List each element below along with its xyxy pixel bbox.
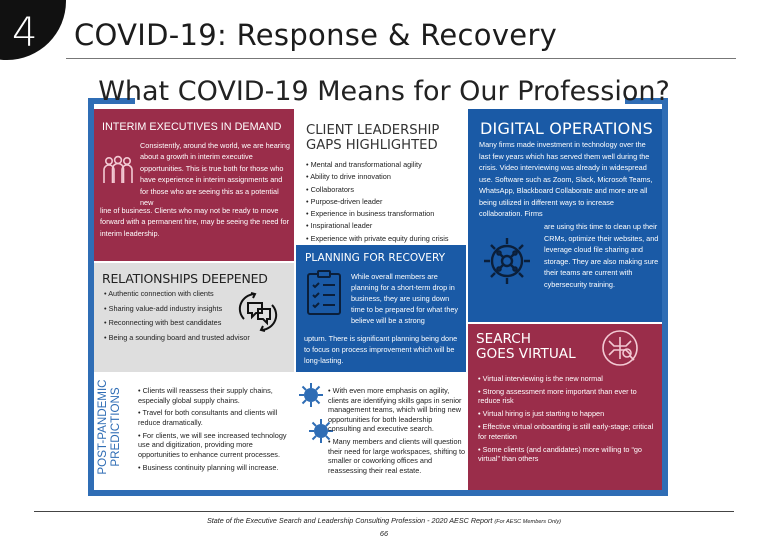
chapter-number: 4 xyxy=(12,10,38,56)
digital-title: DIGITAL OPERATIONS xyxy=(480,119,653,138)
list-item: • Virtual interviewing is the new normal xyxy=(478,374,660,384)
list-item: • Strong assessment more important than ever to reduce risk xyxy=(478,387,660,406)
interim-body-2: line of business. Clients who may not be ready to move forward with a permanent hire, may be seeing the need for interim leadership. xyxy=(100,206,290,238)
interim-body-1: Consistently, around the world, we are hearing about a growth in interim executive opportunities. This is true both for those who have experience in interim assignments and for those who are seeing this as a potential new xyxy=(140,141,290,208)
list-item: • Being a sounding board and trusted advisor xyxy=(104,333,236,343)
list-item: • Virtual hiring is just starting to happen xyxy=(478,409,660,419)
list-item: • Mental and transformational agility xyxy=(306,159,449,171)
list-item: • Reconnecting with best candidates xyxy=(104,318,236,328)
client-leadership-title xyxy=(306,123,439,153)
list-item: • Experience with private equity during crisis xyxy=(306,233,449,243)
chapter-title: COVID-19: Response & Recovery xyxy=(74,18,558,52)
footer-citation xyxy=(0,516,768,525)
list-item: • Travel for both consultants and clients will reduce dramatically. xyxy=(138,408,296,427)
list-item: • Inspirational leader xyxy=(306,220,449,232)
predictions-label-line2: PREDICTIONS xyxy=(109,387,122,467)
members-note: (For AESC Members Only) xyxy=(494,519,562,525)
people-icon xyxy=(100,155,136,187)
predictions-list-2 xyxy=(328,386,466,479)
planning-body-2: upturn. There is significant planning being done to focus on process improvement which will be long-lasting. xyxy=(304,334,458,365)
list-item: • Purpose-driven leader xyxy=(306,196,449,208)
list-item: • Authentic connection with clients xyxy=(104,289,236,299)
digital-body-1: Many firms made investment in technology over the last few years which has served them well during the crisis. Video interviewing was already in widespread use. Software such as Zoom, Slack, Microsoft Teams, WhatsApp, Blackboard Collaborate and more are all being utilized in different ways to increase collaboration. Firms xyxy=(479,140,653,218)
list-item: • Ability to drive innovation xyxy=(306,171,449,183)
page-number: 66 xyxy=(379,529,389,538)
report-title: State of the Executive Search and Leadership Consulting Profession - 2020 AESC Report xyxy=(206,516,493,525)
planning-title: PLANNING FOR RECOVERY xyxy=(305,252,446,264)
virus-gear-icon xyxy=(298,382,324,408)
list-item: • Collaborators xyxy=(306,184,449,196)
list-item: • Many members and clients will question their need for large workspaces, shifting to smaller or coworking offices and reassessing their real estate. xyxy=(328,437,466,475)
list-item: • Sharing value-add industry insights xyxy=(104,304,236,314)
header-divider xyxy=(66,58,736,59)
footer-divider xyxy=(34,511,734,512)
client-leadership-title-line2: GAPS HIGHLIGHTED xyxy=(306,138,438,153)
client-leadership-panel xyxy=(296,109,466,243)
predictions-label-line1: POST-PANDEMIC xyxy=(96,379,109,475)
search-virtual-list xyxy=(478,374,660,467)
digital-body-2: are using this time to clean up their CRMs, optimize their websites, and leverage cloud file sharing and storage. They are also making sure their teams are current with cybersecurity training. xyxy=(544,222,659,289)
planning-panel xyxy=(296,245,466,372)
list-item: • With even more emphasis on agility, clients are identifying skills gaps in senior management teams, which will bring new opportunities for both leadership consulting and executive search. xyxy=(328,386,466,434)
search-virtual-panel xyxy=(468,324,662,490)
list-item: • Business continuity planning will increase. xyxy=(138,463,296,473)
list-item: • Experience in business transformation xyxy=(306,208,449,220)
list-item: • Effective virtual onboarding is still early-stage; critical for retention xyxy=(478,422,660,441)
circuit-gear-icon xyxy=(480,234,534,288)
search-title-line1: SEARCH xyxy=(476,331,531,347)
predictions-panel xyxy=(94,374,466,490)
predictions-list-1 xyxy=(138,386,296,476)
client-leadership-title-line1: CLIENT LEADERSHIP xyxy=(306,123,440,138)
search-connection-icon xyxy=(600,328,640,368)
list-item: • Some clients (and candidates) more willing to “go virtual” than others xyxy=(478,445,660,464)
list-item: • Clients will reassess their supply chains, especially global supply chains. xyxy=(138,386,296,405)
digital-operations-panel xyxy=(468,109,662,322)
search-title-line2: GOES VIRTUAL xyxy=(476,346,576,362)
interim-title: INTERIM EXECUTIVES IN DEMAND xyxy=(102,121,282,133)
relationships-panel xyxy=(94,263,294,372)
infographic-title: What COVID-19 Means for Our Profession? xyxy=(98,76,670,107)
clipboard-checklist-icon xyxy=(305,269,343,317)
interim-executives-panel xyxy=(94,109,294,261)
relationships-list xyxy=(104,289,250,347)
predictions-label xyxy=(96,374,122,482)
relationships-title: RELATIONSHIPS DEEPENED xyxy=(102,271,268,286)
list-item: • For clients, we will see increased technology use and digitization, providing more opportunities to enhance current processes. xyxy=(138,431,296,460)
client-leadership-list xyxy=(306,159,449,243)
search-title xyxy=(476,332,576,362)
planning-body-1: While overall members are planning for a short-term drop in business, they are using down time to be prepared for what they believe will be a strong xyxy=(351,272,459,325)
conversation-cycle-icon xyxy=(234,289,282,335)
